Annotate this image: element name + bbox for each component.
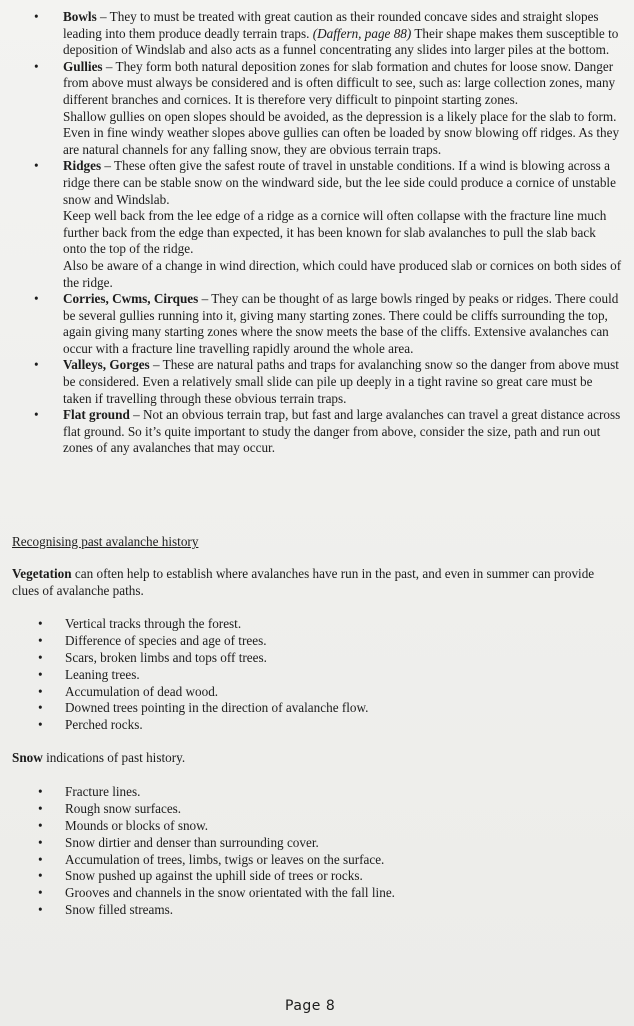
description: – These often give the safest route of travel in unstable conditions. If a wind is blowing across a ridge there can be stable snow on the windward side, but the lee side could produce a cornice of unstable snow and Windslab. (63, 158, 616, 207)
vegetation-text: can often help to establish where avalanches have run in the past, and even in summer can provide clues of avalanche paths. (12, 566, 595, 598)
description: – They to must be treated with great caution as their rounded concave sides and straight slopes leading into them produce deadly terrain traps. (63, 9, 599, 41)
list-item-text: Snow filled streams. (65, 902, 174, 918)
term: Bowls (63, 9, 97, 24)
list-item-text: Mounds or blocks of snow. (65, 817, 209, 833)
list-item-text: Accumulation of dead wood. (65, 683, 219, 699)
bullet: • (38, 784, 43, 799)
bullet: • (38, 666, 43, 682)
list-item (0, 684, 634, 701)
terrain-item-gullies (0, 59, 634, 159)
description-paragraph: Keep well back from the lee edge of a ridge as a cornice will often collapse with the fracture line much further back from the edge than expected, it has been known for slab avalanches to pull the slab back onto the top of the ridge. (63, 208, 607, 257)
vegetation-lead: Vegetation (12, 566, 72, 581)
list-item (0, 885, 634, 902)
description: – They form both natural deposition zones for slab formation and chutes for loose snow. Danger from above must always be considered and is often difficult to see, such as: large collection zones, many different branches and cornices. It is therefore very difficult to pinpoint starting zones. (63, 58, 616, 107)
description: – They can be thought of as large bowls ringed by peaks or ridges. There could be several gullies running into it, giving many starting zones. There could be cliffs surrounding the top, again giving many starting zones where the snow meets the base of the cliffs. Extensive avalanches can occur with a fracture line travelling rapidly around the whole area. (63, 291, 619, 356)
terrain-item-ridges (0, 158, 634, 291)
list-item (0, 868, 634, 885)
snow-list (0, 784, 634, 919)
vegetation-intro (12, 566, 618, 599)
terrain-item-flat-ground (0, 407, 634, 457)
bullet: • (34, 291, 39, 307)
bullet: • (38, 868, 43, 884)
bullet: • (38, 851, 43, 867)
snow-text: indications of past history. (42, 750, 186, 765)
bullet: • (38, 800, 43, 816)
section-heading: Recognising past avalanche history (12, 534, 199, 549)
term: Flat ground (63, 407, 130, 423)
bullet: • (38, 616, 43, 631)
page-number: Page 8 (285, 998, 336, 1014)
list-item-text: Snow dirtier and denser than surrounding cover. (65, 834, 319, 850)
bullet: • (34, 407, 39, 423)
description-paragraph: Shallow gullies on open slopes should be avoided, as the depression is a likely place for the slab to form. Even in fine windy weather slopes above gullies can often be loaded by snow blowing off ridges. As they are natural channels for any falling snow, they are obvious terrain traps. (63, 108, 620, 157)
bullet: • (34, 9, 39, 24)
bullet: • (38, 632, 43, 648)
description: – Not an obvious terrain trap, but fast and large avalanches can travel a great distance across flat ground. So it’s quite important to study the danger from above, consider the size, path and run out zones of any avalanches that may occur. (63, 407, 621, 456)
terrain-feature-list (0, 9, 634, 457)
term: Gullies (63, 58, 103, 74)
list-item-text: Perched rocks. (65, 717, 143, 733)
bullet: • (34, 357, 39, 373)
snow-intro (12, 750, 618, 767)
list-item-text: Snow pushed up against the uphill side of trees or rocks. (65, 868, 363, 884)
list-item (0, 667, 634, 684)
list-item-text: Downed trees pointing in the direction of avalanche flow. (65, 700, 369, 716)
term: Ridges (63, 158, 102, 174)
bullet: • (38, 700, 43, 716)
description: – These are natural paths and traps for avalanching snow so the danger from above must be considered. Even a relatively small slide can pile up deeply in a tight ravine so great care must be taken if travelling through these obvious terrain traps. (63, 357, 619, 406)
list-item-text: Leaning trees. (65, 666, 140, 682)
term: Corries, Cwms, Cirques (63, 291, 199, 307)
bullet: • (38, 717, 43, 733)
term: Valleys, Gorges (63, 357, 150, 373)
list-item-text: Scars, broken limbs and tops off trees. (65, 649, 267, 665)
bullet: • (38, 902, 43, 918)
list-item (0, 902, 634, 919)
description-cont: Their shape makes them susceptible to deposition of Windslab and also acts as a funnel concentrating any slides into larger piles at the bottom. (63, 25, 619, 58)
list-item (0, 852, 634, 869)
list-item (0, 835, 634, 852)
list-item-text: Rough snow surfaces. (65, 800, 182, 816)
list-item-text: Accumulation of trees, limbs, twigs or leaves on the surface. (65, 851, 385, 867)
list-item (0, 818, 634, 835)
list-item-text: Vertical tracks through the forest. (65, 616, 242, 631)
bullet: • (38, 885, 43, 901)
bullet: • (34, 158, 39, 174)
snow-lead: Snow (12, 750, 43, 765)
bullet: • (38, 834, 43, 850)
description-paragraph: Also be aware of a change in wind direction, which could have produced slab or cornices on both sides of the ridge. (63, 257, 622, 290)
list-item (0, 700, 634, 717)
list-item (0, 616, 634, 633)
list-item (0, 801, 634, 818)
list-item (0, 650, 634, 667)
terrain-item-corries (0, 291, 634, 357)
bullet: • (34, 58, 39, 74)
terrain-item-valleys (0, 357, 634, 407)
list-item (0, 784, 634, 801)
list-item (0, 633, 634, 650)
bullet: • (38, 817, 43, 833)
list-item-text: Fracture lines. (65, 784, 141, 799)
list-item-text: Grooves and channels in the snow orientated with the fall line. (65, 885, 395, 901)
vegetation-list (0, 616, 634, 734)
list-item (0, 717, 634, 734)
bullet: • (38, 649, 43, 665)
citation: (Daffern, page 88) (312, 25, 412, 41)
bullet: • (38, 683, 43, 699)
list-item-text: Difference of species and age of trees. (65, 632, 267, 648)
terrain-item-bowls (0, 9, 634, 59)
